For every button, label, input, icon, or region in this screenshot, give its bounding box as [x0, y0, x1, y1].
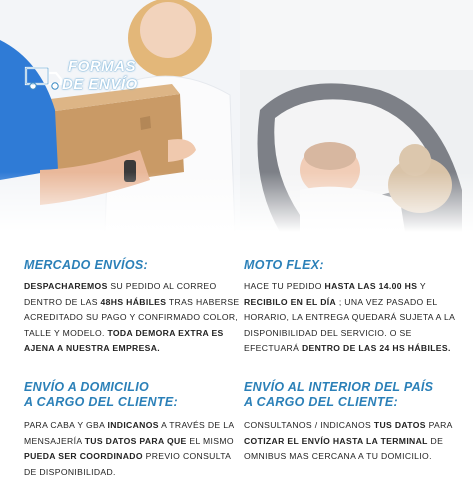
text-bold: RECIBILO EN EL DÍA: [244, 296, 337, 307]
brand-line-2: DE ENVÍO: [62, 76, 138, 93]
text: CONSULTANOS / INDICANOS: [244, 420, 374, 430]
section-title: MERCADO ENVÍOS:: [24, 258, 148, 272]
text: Y: [417, 281, 426, 291]
text-bold: 48HS HÁBILES: [100, 296, 167, 307]
text: HACE TU PEDIDO: [244, 281, 325, 291]
section-text: [244, 279, 456, 357]
section-envio-domicilio: [24, 380, 236, 480]
text-bold: COTIZAR EL ENVÍO HASTA LA TERMINAL: [244, 435, 428, 446]
text: PREVIO CONSULTA DE DISPONIBILIDAD.: [24, 451, 231, 477]
text-bold: TUS DATOS PARA QUE: [84, 435, 187, 446]
section-title-line-2: A CARGO DEL CLIENTE:: [24, 395, 178, 409]
text: EL MISMO: [186, 435, 234, 446]
section-mercado-envios: [24, 258, 249, 357]
text-bold: TUS DATOS: [373, 420, 426, 430]
text-bold: INDICANOS: [107, 420, 159, 430]
brand-line-1: FORMAS: [68, 58, 136, 75]
text: DE OMNIBUS MAS CERCANA A TU DOMICILIO.: [244, 435, 444, 462]
hero-banner: [0, 0, 473, 232]
section-title-line-2: A CARGO DEL CLIENTE:: [244, 395, 398, 409]
section-title-line-1: ENVÍO A DOMICILIO: [24, 380, 150, 394]
text: PARA CABA Y GBA: [24, 420, 108, 430]
text: SU PEDIDO AL CORREO DENTRO DE LAS: [24, 281, 217, 307]
text-bold: HASTA LAS 14.00 HS: [324, 281, 418, 291]
truck-icon: [24, 62, 64, 92]
section-envio-interior: [244, 380, 466, 465]
section-text: [24, 418, 236, 480]
text: TRAS HABERSE ACREDITADO SU PAGO Y CONFIRMADO COLOR, TALLE Y MODELO.: [24, 296, 240, 338]
brand-logo: [24, 58, 138, 98]
section-text: [244, 418, 466, 465]
text-bold: TODA DEMORA EXTRA ES AJENA A NUESTRA EMPRESA.: [24, 327, 224, 354]
section-title: MOTO FLEX:: [244, 258, 324, 272]
text-bold: DESPACHAREMOS: [24, 281, 108, 291]
text: A TRAVÉS DE LA MENSAJERÍA: [24, 420, 234, 446]
text-bold: DENTRO DE LAS 24 HS HÁBILES.: [301, 343, 451, 354]
section-title-line-1: ENVÍO AL INTERIOR DEL PAÍS: [244, 380, 434, 394]
section-moto-flex: [244, 258, 456, 357]
text-bold: PUEDA SER COORDINADO: [24, 451, 143, 462]
text: ; UNA VEZ PASADO EL HORARIO, LA ENTREGA QUEDARÁ SUJETA A LA DISPONIBILIDAD DEL SERVICIO. O SE EFECTUARÁ: [244, 296, 455, 354]
text: PARA: [425, 420, 453, 430]
hero-fade: [0, 172, 473, 232]
section-text: [24, 279, 249, 357]
